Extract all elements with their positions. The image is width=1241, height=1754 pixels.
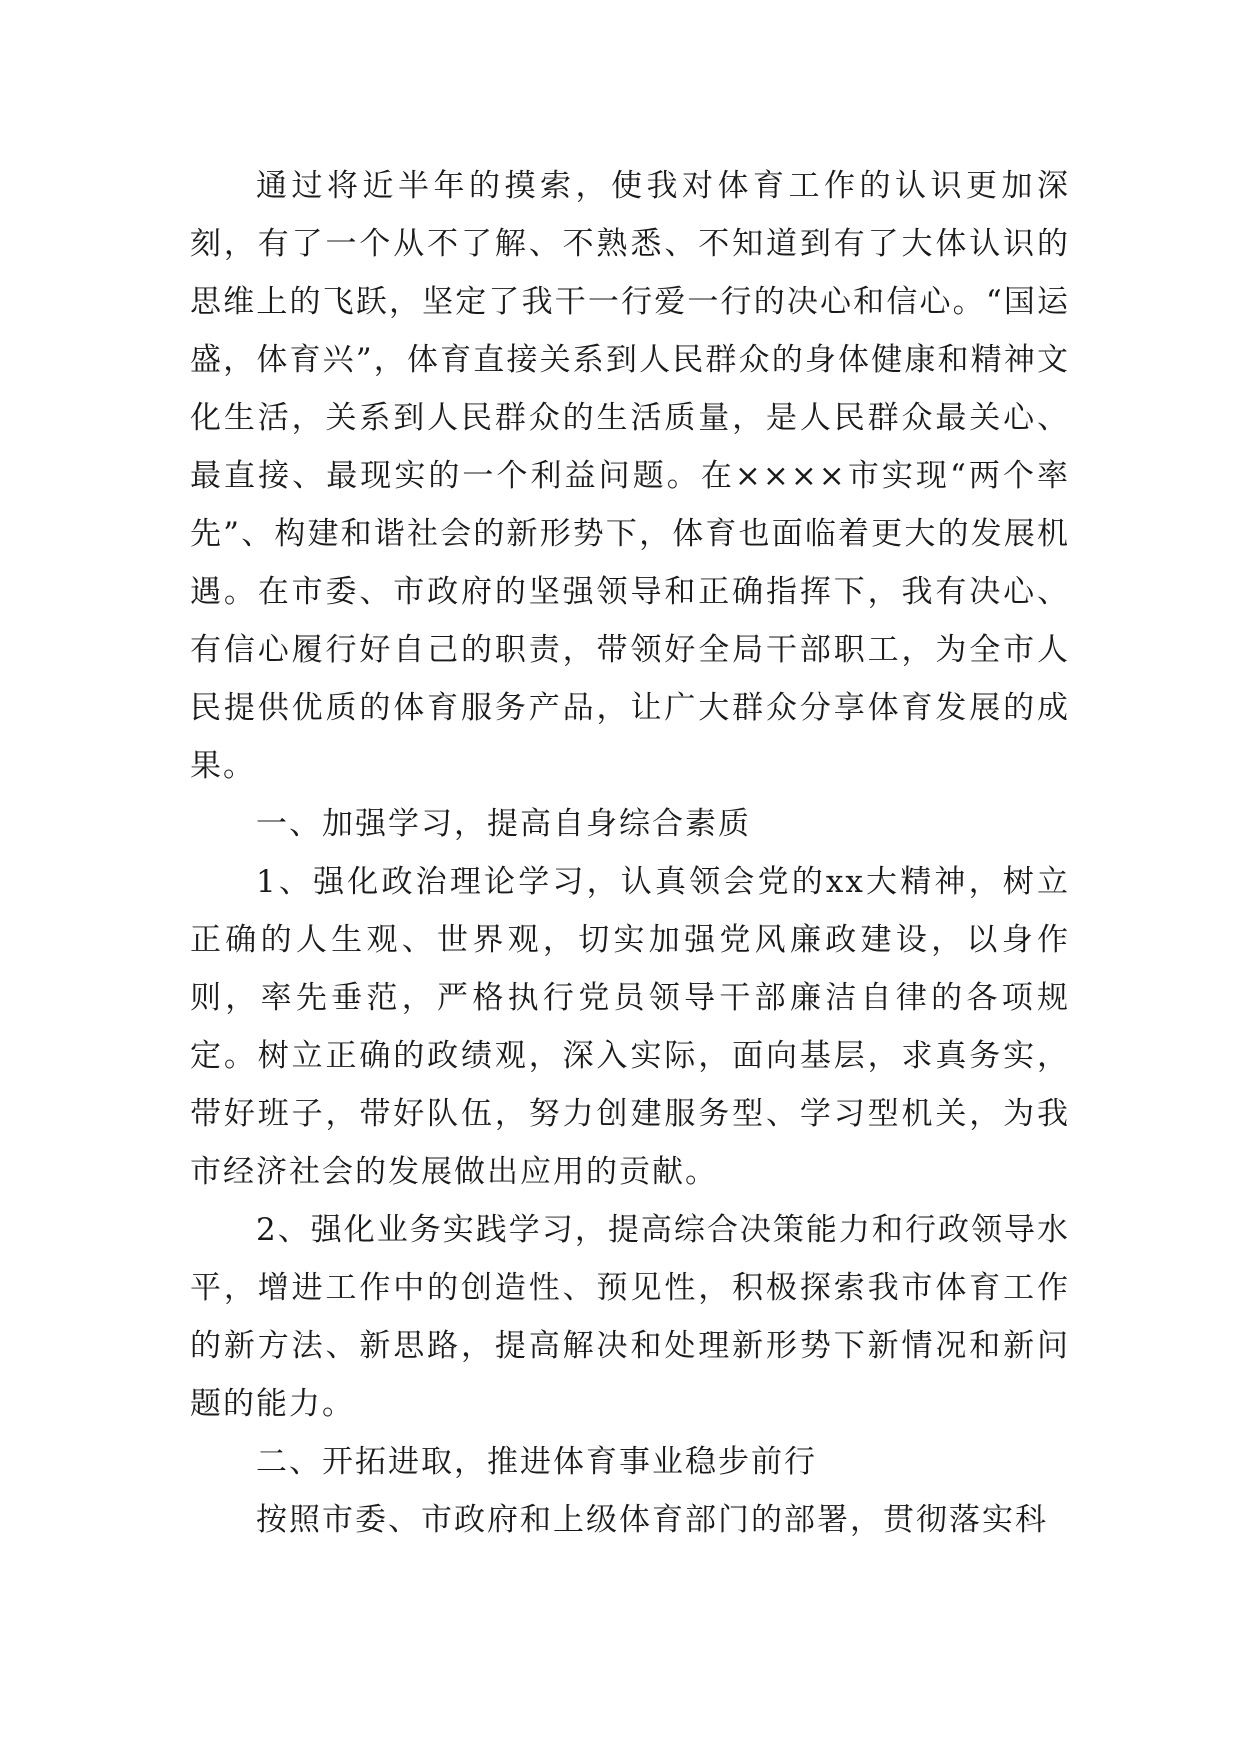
paragraph-item-2: 2、强化业务实践学习，提高综合决策能力和行政领导水平，增进工作中的创造性、预见性，积极探索我市体育工作的新方法、新思路，提高解决和处理新形势下新情况和新问题的能力。 — [190, 1212, 1070, 1422]
document-body — [190, 157, 1070, 1549]
section-heading-1: 一、加强学习，提高自身综合素质 — [256, 806, 751, 842]
paragraph-item-1: 1、强化政治理论学习，认真领会党的xx大精神，树立正确的人生观、世界观，切实加强党风廉政建设，以身作则，率先垂范，严格执行党员领导干部廉洁自律的各项规定。树立正确的政绩观，深入实际，面向基层，求真务实，带好班子，带好队伍，努力创建服务型、学习型机关，为我市经济社会的发展做出应用的贡献。 — [190, 864, 1070, 1190]
section-heading-2: 二、开拓进取，推进体育事业稳步前行 — [256, 1444, 817, 1480]
paragraph-intro: 通过将近半年的摸索，使我对体育工作的认识更加深刻，有了一个从不了解、不熟悉、不知道到有了大体认识的思维上的飞跃，坚定了我干一行爱一行的决心和信心。“国运盛，体育兴”，体育直接关系到人民群众的身体健康和精神文化生活，关系到人民群众的生活质量，是人民群众最关心、最直接、最现实的一个利益问题。在××××市实现“两个率先”、构建和谐社会的新形势下，体育也面临着更大的发展机遇。在市委、市政府的坚强领导和正确指挥下，我有决心、有信心履行好自己的职责，带领好全局干部职工，为全市人民提供优质的体育服务产品，让广大群众分享体育发展的成果。 — [190, 168, 1070, 784]
paragraph-section-2: 按照市委、市政府和上级体育部门的部署，贯彻落实科 — [256, 1502, 1048, 1538]
